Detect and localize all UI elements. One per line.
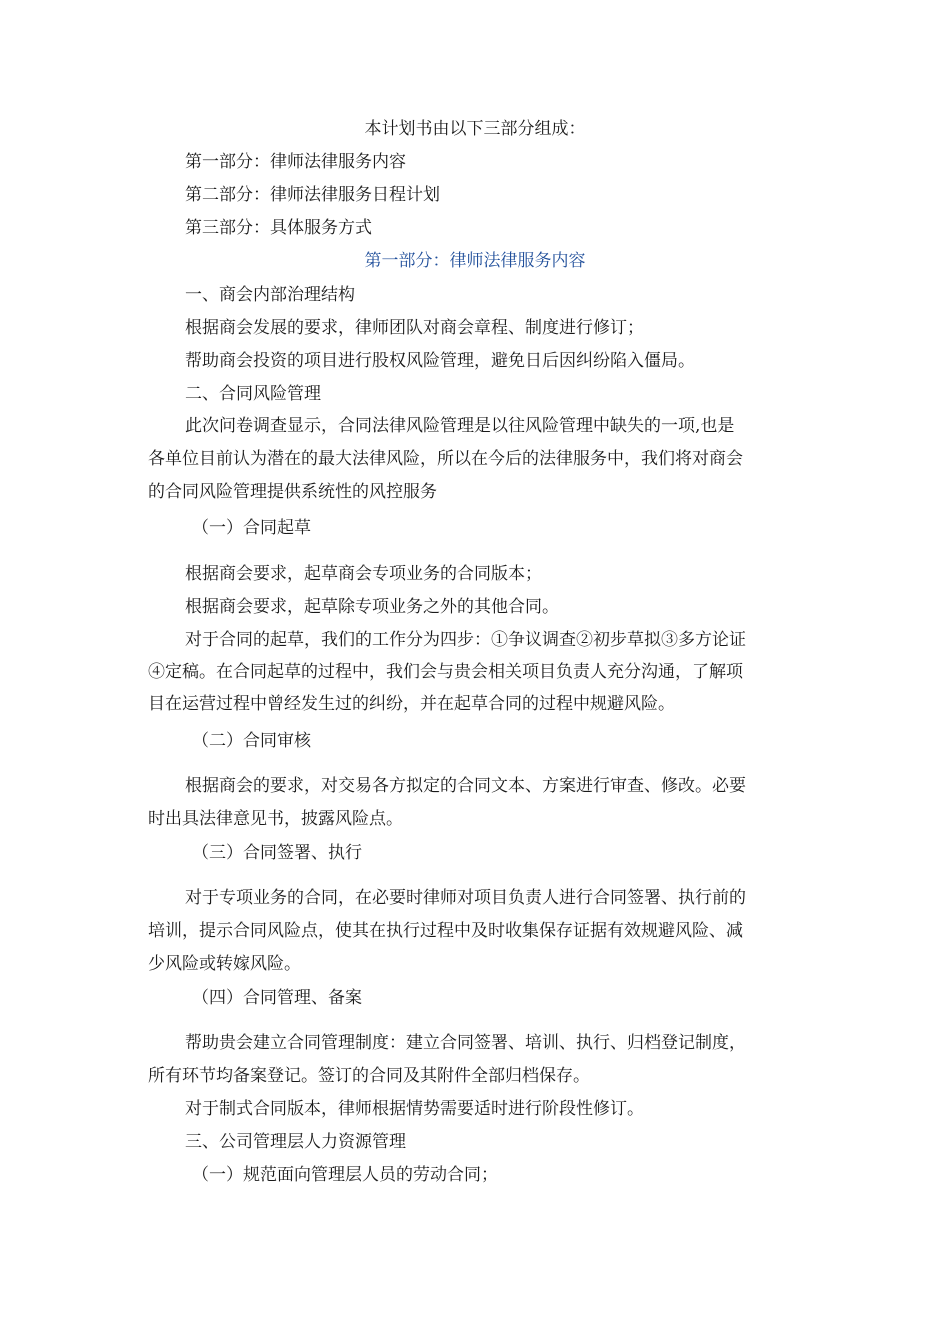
paragraph-line: 对于制式合同版本，律师根据情势需要适时进行阶段性修订。 bbox=[185, 1099, 644, 1119]
sec1-title: 一、商会内部治理结构 bbox=[185, 285, 355, 305]
paragraph-line: 所有环节均备案登记。签订的合同及其附件全部归档保存。 bbox=[148, 1066, 590, 1086]
paragraph-line: 对于专项业务的合同，在必要时律师对项目负责人进行合同签署、执行前的 bbox=[185, 888, 746, 908]
paragraph-line: 的合同风险管理提供系统性的风控服务 bbox=[148, 482, 437, 502]
subsection-title: （三）合同签署、执行 bbox=[192, 843, 362, 863]
sec3-title: 三、公司管理层人力资源管理 bbox=[185, 1132, 406, 1152]
paragraph-line: 时出具法律意见书，披露风险点。 bbox=[148, 809, 403, 829]
plan-intro-title: 本计划书由以下三部分组成： bbox=[364, 119, 586, 139]
sec2-title: 二、合同风险管理 bbox=[185, 384, 321, 404]
paragraph-line: 根据商会要求，起草商会专项业务的合同版本； bbox=[185, 564, 542, 584]
plan-part-3: 第三部分：具体服务方式 bbox=[185, 218, 372, 238]
plan-part-2: 第二部分：律师法律服务日程计划 bbox=[185, 185, 440, 205]
paragraph-line: 根据商会发展的要求，律师团队对商会章程、制度进行修订； bbox=[185, 318, 644, 338]
subsection-title: （二）合同审核 bbox=[192, 731, 311, 751]
paragraph-line: 对于合同的起草，我们的工作分为四步：①争议调查②初步草拟③多方论证 bbox=[185, 630, 746, 650]
paragraph-line: 根据商会要求，起草除专项业务之外的其他合同。 bbox=[185, 597, 559, 617]
subsection-title: （四）合同管理、备案 bbox=[192, 988, 362, 1008]
paragraph-line: 帮助商会投资的项目进行股权风险管理，避免日后因纠纷陷入僵局。 bbox=[185, 351, 695, 371]
plan-part-1: 第一部分：律师法律服务内容 bbox=[185, 152, 406, 172]
paragraph-line: 根据商会的要求，对交易各方拟定的合同文本、方案进行审查、修改。必要 bbox=[185, 776, 746, 796]
paragraph-line: 此次问卷调查显示，合同法律风险管理是以往风险管理中缺失的一项,也是 bbox=[185, 416, 735, 436]
paragraph-line: ④定稿。在合同起草的过程中，我们会与贵会相关项目负责人充分沟通，了解项 bbox=[148, 662, 743, 682]
paragraph-line: 帮助贵会建立合同管理制度：建立合同签署、培训、执行、归档登记制度， bbox=[185, 1033, 746, 1053]
paragraph-line: 培训，提示合同风险点，使其在执行过程中及时收集保存证据有效规避风险、减 bbox=[148, 921, 743, 941]
sec3-item-1: （一）规范面向管理层人员的劳动合同； bbox=[192, 1165, 498, 1185]
part1-heading: 第一部分：律师法律服务内容 bbox=[364, 251, 586, 271]
subsection-title: （一）合同起草 bbox=[192, 518, 311, 538]
paragraph-line: 各单位目前认为潜在的最大法律风险，所以在今后的法律服务中，我们将对商会 bbox=[148, 449, 743, 469]
paragraph-line: 目在运营过程中曾经发生过的纠纷，并在起草合同的过程中规避风险。 bbox=[148, 694, 675, 714]
paragraph-line: 少风险或转嫁风险。 bbox=[148, 954, 301, 974]
